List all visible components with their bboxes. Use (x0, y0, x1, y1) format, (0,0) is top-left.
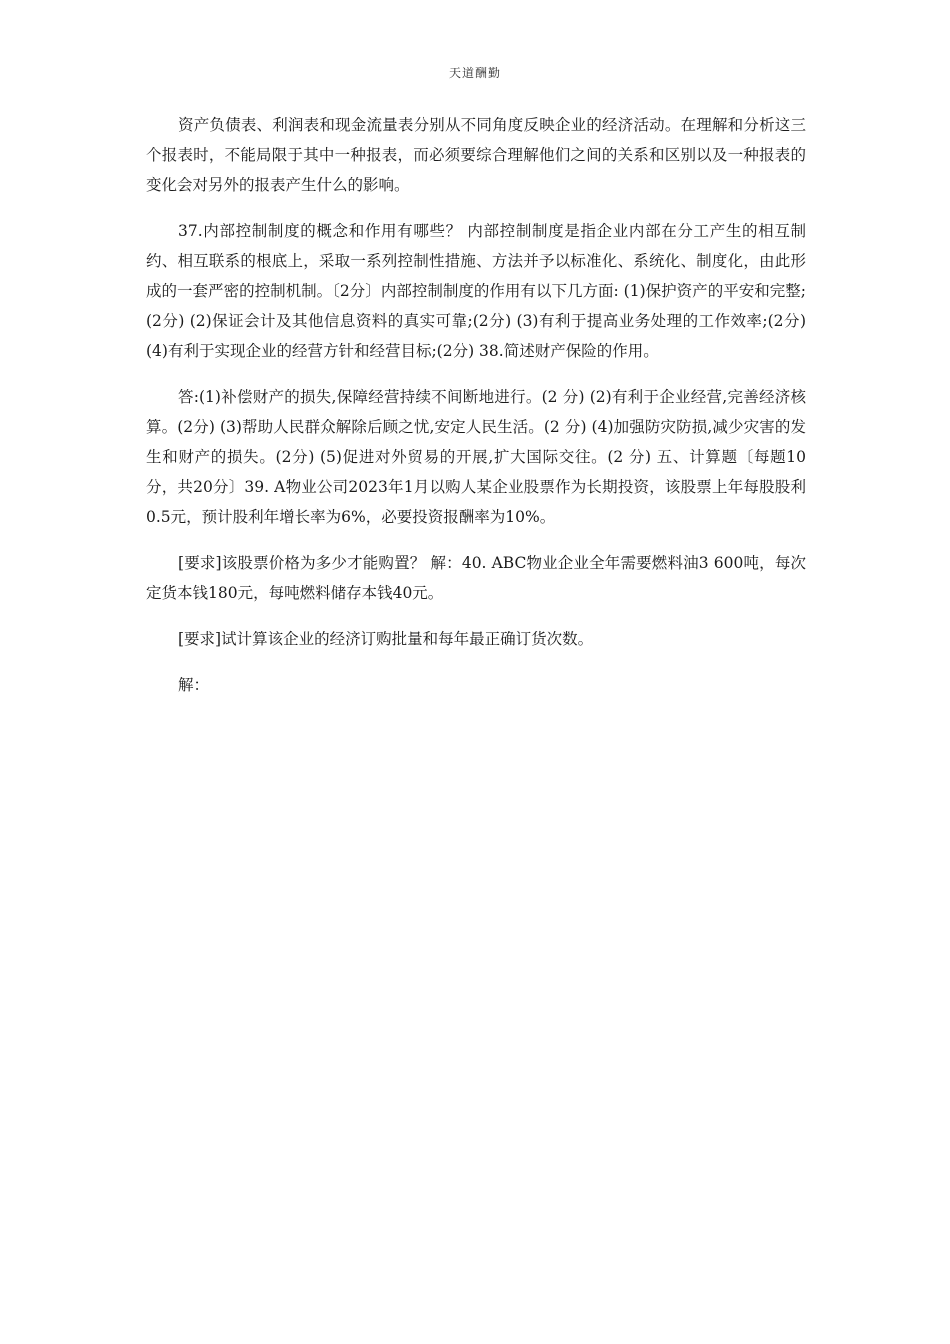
paragraph-order-quantity-question: [要求]试计算该企业的经济订购批量和每年最正确订货次数。 (178, 630, 594, 648)
page-header: 天道酬勤 (448, 66, 501, 80)
paragraph-financial-statements: 资产负债表、利润表和现金流量表分别从不同角度反映企业的经济活动。在理解和分析这三个报表时，不能局限于其中一种报表，而必须要综合理解他们之间的关系和区别以及一种报表的变化会对另外的报表产生什么的影响。 (146, 116, 806, 194)
document-body (146, 110, 806, 716)
paragraph-property-insurance-answer: 答:(1)补偿财产的损失,保障经营持续不间断地进行。(2 分) (2)有利于企业经营,完善经济核算。(2分) (3)帮助人民群众解除后顾之忧,安定人民生活。(2 分) (4)加强防灾防损,减少灾害的发生和财产的损失。(2分) (5)促进对外贸易的开展,扩大国际交往。(2 分) 五、计算题〔每题10分，共20分〕39. A物业公司2023年1月以购人某企业股票作为长期投资，该股票上年每股股利0.5元，预计股利年增长率为6%，必要投资报酬率为10%。 (146, 388, 806, 526)
paragraph-internal-control: 37.内部控制制度的概念和作用有哪些？ 内部控制制度是指企业内部在分工产生的相互制约、相互联系的根底上，采取一系列控制性措施、方法并予以标准化、系统化、制度化，由此形成的一套严密的控制机制。〔2分〕内部控制制度的作用有以下几方面: (1)保护资产的平安和完整;(2分) (2)保证会计及其他信息资料的真实可靠;(2分) (3)有利于提高业务处理的工作效率;(2分) (4)有利于实现企业的经营方针和经营目标;(2分) 38.简述财产保险的作用。 (146, 222, 806, 360)
paragraph-solution-label: 解： (178, 676, 210, 694)
paragraph-stock-price-question: [要求]该股票价格为多少才能购置？ 解：40. ABC物业企业全年需要燃料油3 600吨，每次定货本钱180元，每吨燃料储存本钱40元。 (146, 554, 806, 602)
